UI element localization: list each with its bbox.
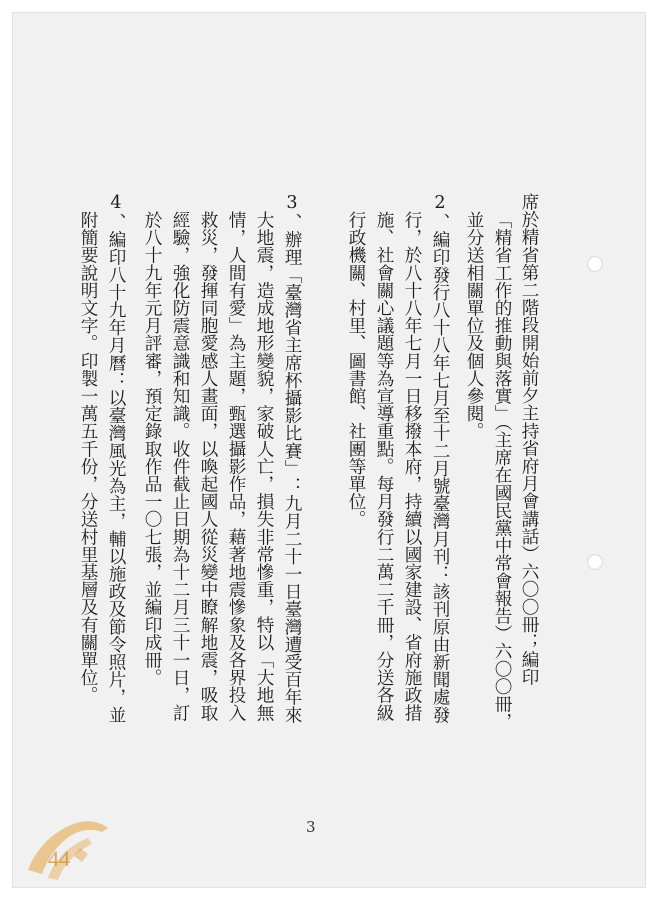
binder-hole-lower <box>587 554 603 570</box>
page-number: 3 <box>306 818 316 836</box>
text-column-7: 行政機關、村里、圖書館、社團等單位。 <box>346 211 366 528</box>
text-column-9: 大地震，造成地形變貌，家破人亡，損失非常慘重，特以「大地無 <box>254 211 274 722</box>
text-column-8: 3、辦理「臺灣省主席杯攝影比賽」：九月二十一日臺灣遭受百年來 <box>282 193 302 724</box>
text-column-6: 施、社會關心議題等為宣導重點。每月發行二萬二千冊，分送各級 <box>374 211 394 722</box>
text-column-1: 席於精省第二階段開始前夕主持省府月會講話）六〇〇冊；編印 <box>519 193 539 686</box>
text-column-5: 行，於八十八年七月一日移撥本府，持續以國家建設、省府施政措 <box>402 211 422 722</box>
binder-hole-upper <box>587 256 603 272</box>
text-column-15: 附簡要說明文字。印製一萬五千份，分送村里基層及有關單位。 <box>78 211 98 704</box>
text-column-12: 經驗，強化防震意識和知識。收件截止日期為十二月三十一日，訂 <box>170 211 190 722</box>
text-column-4: 2、編印發行八十八年七月至十二月號臺灣月刊：該刊原由新聞處發 <box>430 193 450 724</box>
watermark-number: 44 <box>48 846 70 871</box>
text-column-2: 「精省工作的推動與落實」（主席在國民黨中常會報告）六〇〇冊， <box>492 211 512 731</box>
text-column-13: 於八十九年元月評審，預定錄取作品一〇七張，並編印成冊。 <box>142 211 162 687</box>
text-column-14: 4、編印八十九年月曆：以臺灣風光為主，輔以施政及節令照片，並 <box>106 193 126 724</box>
document-page <box>12 12 646 888</box>
text-column-11: 救災，發揮同胞愛感人畫面，以喚起國人從災變中瞭解地震，吸取 <box>198 211 218 722</box>
text-column-3: 並分送相關單位及個人參閱。 <box>464 211 484 440</box>
text-column-10: 情，人間有愛」為主題，甄選攝影作品，藉著地震慘象及各界投入 <box>226 211 246 722</box>
archive-logo-watermark <box>18 808 118 888</box>
